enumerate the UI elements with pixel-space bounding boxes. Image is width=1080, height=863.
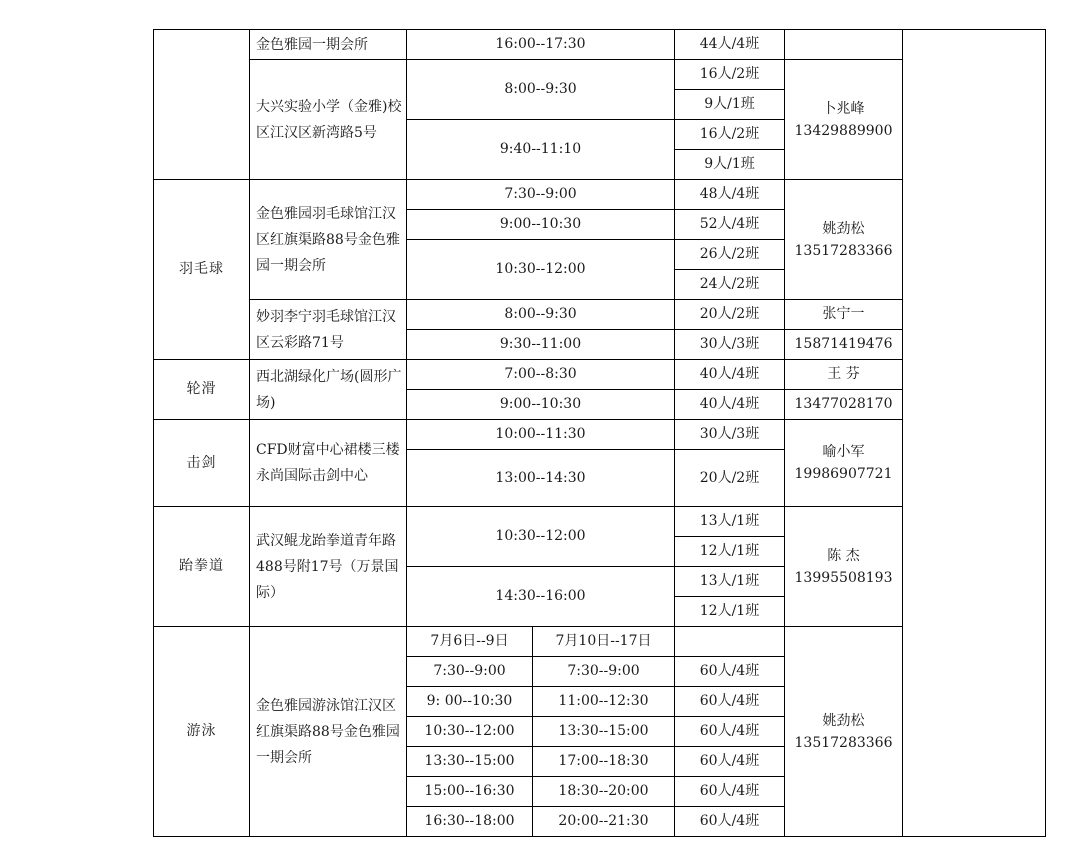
- schedule-table: [153, 29, 1046, 837]
- contact-cell: 陈 杰 13995508193: [785, 507, 903, 627]
- capacity-cell: 60人/4班: [675, 687, 785, 717]
- contact-phone-cell: 13477028170: [785, 390, 903, 420]
- venue-cell: 金色雅园游泳馆江汉区红旗渠路88号金色雅园一期会所: [250, 627, 407, 837]
- contact-cell: 卜兆峰 13429889900: [785, 60, 903, 180]
- capacity-cell: 13人/1班: [675, 567, 785, 597]
- capacity-cell: 26人/2班: [675, 240, 785, 270]
- category-cell: 游泳: [154, 627, 250, 837]
- time-cell: 13:30--15:00: [533, 717, 675, 747]
- category-cell: 羽毛球: [154, 180, 250, 360]
- capacity-cell: 52人/4班: [675, 210, 785, 240]
- capacity-cell: 20人/2班: [675, 300, 785, 330]
- capacity-cell: 60人/4班: [675, 747, 785, 777]
- capacity-cell: 44人/4班: [675, 30, 785, 60]
- time-cell: 20:00--21:30: [533, 807, 675, 837]
- capacity-cell: 9人/1班: [675, 150, 785, 180]
- capacity-cell: [675, 627, 785, 657]
- date-range-header: 7月10日--17日: [533, 627, 675, 657]
- contact-cell: 喻小军 19986907721: [785, 420, 903, 507]
- venue-cell: 金色雅园一期会所: [250, 30, 407, 60]
- capacity-cell: 60人/4班: [675, 717, 785, 747]
- venue-cell: CFD财富中心裙楼三楼永尚国际击剑中心: [250, 420, 407, 507]
- time-cell: 11:00--12:30: [533, 687, 675, 717]
- time-cell: 7:30--9:00: [533, 657, 675, 687]
- capacity-cell: 13人/1班: [675, 507, 785, 537]
- capacity-cell: 12人/1班: [675, 537, 785, 567]
- capacity-cell: 30人/3班: [675, 330, 785, 360]
- category-cell: 轮滑: [154, 360, 250, 420]
- time-cell: 10:30--12:00: [407, 717, 533, 747]
- capacity-cell: 20人/2班: [675, 450, 785, 507]
- time-cell: 9: 00--10:30: [407, 687, 533, 717]
- time-cell: 9:00--10:30: [407, 390, 675, 420]
- venue-cell: 大兴实验小学（金雅)校区江汉区新湾路5号: [250, 60, 407, 180]
- contact-phone-cell: 15871419476: [785, 330, 903, 360]
- category-cell: 跆拳道: [154, 507, 250, 627]
- capacity-cell: 12人/1班: [675, 597, 785, 627]
- capacity-cell: 40人/4班: [675, 360, 785, 390]
- venue-cell: 武汉鲲龙跆拳道青年路488号附17号（万景国际）: [250, 507, 407, 627]
- time-cell: 14:30--16:00: [407, 567, 675, 627]
- time-cell: 10:00--11:30: [407, 420, 675, 450]
- capacity-cell: 60人/4班: [675, 777, 785, 807]
- category-cell: 击剑: [154, 420, 250, 507]
- time-cell: 9:40--11:10: [407, 120, 675, 180]
- capacity-cell: 60人/4班: [675, 807, 785, 837]
- contact-cell: 姚劲松 13517283366: [785, 180, 903, 300]
- table-row: [154, 30, 1046, 60]
- time-cell: 8:00--9:30: [407, 60, 675, 120]
- time-cell: 7:30--9:00: [407, 180, 675, 210]
- contact-cell: 姚劲松 13517283366: [785, 627, 903, 837]
- capacity-cell: 60人/4班: [675, 657, 785, 687]
- capacity-cell: 9人/1班: [675, 90, 785, 120]
- venue-cell: 西北湖绿化广场(圆形广场): [250, 360, 407, 420]
- contact-name-cell: 张宁一: [785, 300, 903, 330]
- time-cell: 15:00--16:30: [407, 777, 533, 807]
- venue-cell: 金色雅园羽毛球馆江汉区红旗渠路88号金色雅园一期会所: [250, 180, 407, 300]
- venue-cell: 妙羽李宁羽毛球馆江汉区云彩路71号: [250, 300, 407, 360]
- time-cell: 16:00--17:30: [407, 30, 675, 60]
- time-cell: 17:00--18:30: [533, 747, 675, 777]
- time-cell: 9:30--11:00: [407, 330, 675, 360]
- time-cell: 7:00--8:30: [407, 360, 675, 390]
- time-cell: 18:30--20:00: [533, 777, 675, 807]
- capacity-cell: 24人/2班: [675, 270, 785, 300]
- time-cell: 10:30--12:00: [407, 240, 675, 300]
- time-cell: 7:30--9:00: [407, 657, 533, 687]
- capacity-cell: 30人/3班: [675, 420, 785, 450]
- contact-name-cell: 王 芬: [785, 360, 903, 390]
- capacity-cell: 48人/4班: [675, 180, 785, 210]
- time-cell: 10:30--12:00: [407, 507, 675, 567]
- time-cell: 13:00--14:30: [407, 450, 675, 507]
- time-cell: 13:30--15:00: [407, 747, 533, 777]
- capacity-cell: 40人/4班: [675, 390, 785, 420]
- contact-cell: [785, 30, 903, 60]
- time-cell: 8:00--9:30: [407, 300, 675, 330]
- time-cell: 16:30--18:00: [407, 807, 533, 837]
- capacity-cell: 16人/2班: [675, 60, 785, 90]
- category-cell: [154, 30, 250, 180]
- date-range-header: 7月6日--9日: [407, 627, 533, 657]
- time-cell: 9:00--10:30: [407, 210, 675, 240]
- remarks-cell: [903, 30, 1046, 837]
- capacity-cell: 16人/2班: [675, 120, 785, 150]
